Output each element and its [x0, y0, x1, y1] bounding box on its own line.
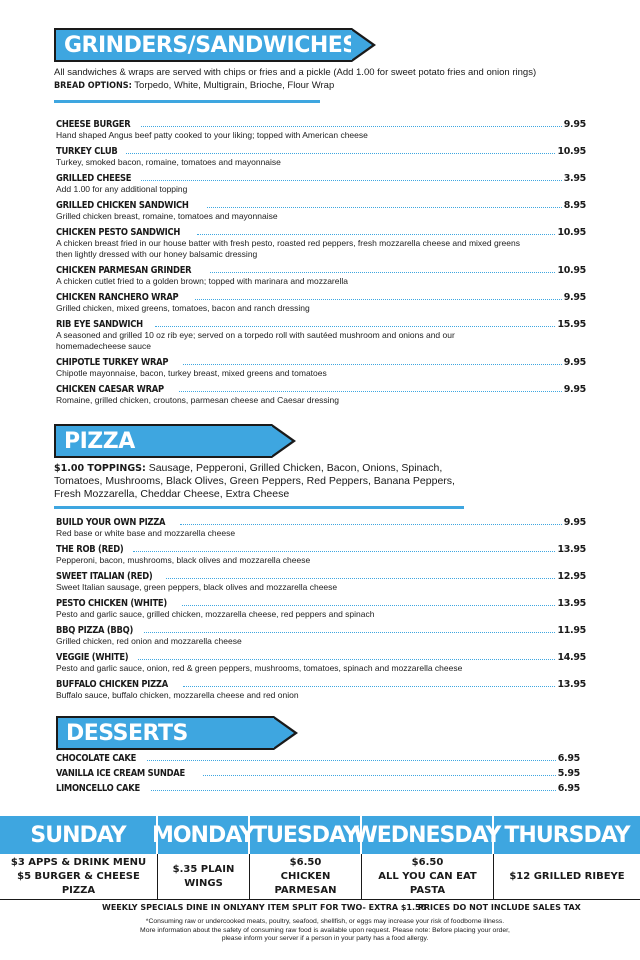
dot-leader — [180, 524, 562, 525]
menu-item — [56, 224, 586, 260]
menu-item-price: 6.95 — [557, 753, 580, 764]
menu-item — [56, 676, 586, 701]
special-sunday — [0, 854, 158, 899]
menu-item-price: 13.95 — [557, 544, 586, 555]
menu-item-name: CHIPOTLE TURKEY WRAP — [56, 357, 169, 368]
menu-item-description: Red base or white base and mozzarella cheese — [56, 528, 236, 538]
menu-item-row — [56, 649, 586, 663]
dot-leader — [141, 180, 561, 181]
menu-item — [56, 541, 586, 566]
menu-item — [56, 170, 586, 195]
menu-item-name: VANILLA ICE CREAM SUNDAE — [56, 768, 185, 779]
menu-item — [56, 262, 586, 287]
menu-item-name: RIB EYE SANDWICH — [56, 319, 143, 330]
menu-item — [56, 780, 580, 794]
day-header-thursday: THURSDAY — [504, 822, 630, 848]
menu-item-price: 9.95 — [563, 119, 586, 130]
special-line: $.35 PLAIN WINGS — [172, 863, 235, 889]
menu-item-row — [56, 354, 586, 368]
menu-item-row — [56, 541, 586, 555]
desserts-menu-list — [56, 750, 580, 795]
dot-leader — [197, 234, 555, 235]
dot-leader — [147, 760, 556, 761]
day-header-monday: MONDAY — [158, 816, 250, 854]
menu-item — [56, 354, 586, 379]
dot-leader — [195, 299, 562, 300]
menu-item-price: 11.95 — [557, 625, 586, 636]
menu-item-description: Grilled chicken breast, romaine, tomatoes and mayonnaise — [56, 211, 278, 221]
special-line: $5 BURGER & CHEESE PIZZA — [17, 870, 140, 896]
day-header-sunday: SUNDAY — [0, 816, 158, 854]
special-line: $6.50 — [289, 856, 322, 868]
specials-day-body — [0, 854, 640, 900]
toppings-label: $1.00 TOPPINGS: — [54, 463, 146, 474]
menu-item-name: LIMONCELLO CAKE — [56, 783, 140, 794]
menu-item-description: Add 1.00 for any additional topping — [56, 184, 188, 194]
menu-item-description: Pesto and garlic sauce, grilled chicken, mozzarella cheese, red peppers and spinach — [56, 609, 375, 619]
menu-item-row — [56, 750, 580, 764]
food-safety-disclaimer: *Consuming raw or undercooked meats, poultry, seafood, shellfish, or eggs may increase your risk of foodborne illness. More information about the safety of consuming raw food is available upon request. Please note: Before placing your order, please inform your server if a person in your party has a food allergy. — [140, 918, 510, 942]
menu-item-row — [56, 262, 586, 276]
menu-item-row — [56, 116, 586, 130]
menu-item-description: Turkey, smoked bacon, romaine, tomatoes and mayonnaise — [56, 157, 281, 167]
desserts-section-title: DESSERTS — [66, 720, 188, 746]
menu-item-price: 10.95 — [557, 227, 586, 238]
menu-item — [56, 568, 586, 593]
menu-item-description: A seasoned and grilled 10 oz rib eye; served on a torpedo roll with sautéed mushroom and onions and our homemadecheese sauce — [56, 330, 455, 351]
desserts-section-banner — [56, 716, 274, 750]
menu-item-name: PESTO CHICKEN (WHITE) — [56, 598, 167, 609]
menu-item-price: 9.95 — [563, 357, 586, 368]
pizza-toppings — [54, 462, 484, 501]
menu-item-description: A chicken breast fried in our house batter with fresh pesto, roasted red peppers, fresh mozzarella cheese and mixed greens then lightly dressed with our honey balsamic dressing — [56, 238, 520, 259]
menu-item-description: Sweet Italian sausage, green peppers, black olives and mozzarella cheese — [56, 582, 338, 592]
grinders-menu-list — [56, 116, 586, 408]
dot-leader — [155, 326, 556, 327]
menu-item-description: Buffalo sauce, buffalo chicken, mozzarella cheese and red onion — [56, 690, 299, 700]
special-line: ALL YOU CAN EAT PASTA — [378, 870, 477, 896]
menu-item-price: 6.95 — [557, 783, 580, 794]
menu-item-description: Pesto and garlic sauce, onion, red & green peppers, mushrooms, tomatoes, spinach and mozzarella cheese — [56, 663, 463, 673]
menu-item-price: 10.95 — [557, 146, 586, 157]
section-divider — [54, 506, 464, 509]
menu-item-name: BBQ PIZZA (BBQ) — [56, 625, 134, 636]
menu-item-price: 13.95 — [557, 679, 586, 690]
bread-options-label: BREAD OPTIONS: — [54, 81, 132, 91]
menu-item-description: Chipotle mayonnaise, bacon, turkey breast, mixed greens and tomatoes — [56, 368, 327, 378]
menu-item-row — [56, 224, 586, 238]
dot-leader — [210, 272, 556, 273]
grinders-section-title: GRINDERS/SANDWICHES/WRAPS — [64, 32, 453, 58]
menu-item-description: Hand shaped Angus beef patty cooked to your liking; topped with American cheese — [56, 130, 368, 140]
menu-item-price: 14.95 — [557, 652, 586, 663]
menu-item-name: BUILD YOUR OWN PIZZA — [56, 517, 166, 528]
note-tax: PRICES DO NOT INCLUDE SALES TAX — [418, 903, 581, 912]
menu-item — [56, 143, 586, 168]
menu-item-price: 15.95 — [557, 319, 586, 330]
dot-leader — [183, 686, 555, 687]
menu-item-row — [56, 170, 586, 184]
menu-item — [56, 197, 586, 222]
menu-item-price: 8.95 — [563, 200, 586, 211]
menu-item — [56, 514, 586, 539]
menu-item — [56, 595, 586, 620]
menu-item-price: 12.95 — [557, 571, 586, 582]
pizza-menu-list — [56, 514, 586, 703]
menu-item-row — [56, 316, 586, 330]
menu-item-price: 9.95 — [563, 384, 586, 395]
note-split: ANY ITEM SPLIT FOR TWO- EXTRA $1.50 — [246, 903, 427, 912]
menu-item-row — [56, 381, 586, 395]
menu-item-row — [56, 595, 586, 609]
pizza-section-title: PIZZA — [64, 428, 135, 454]
menu-item — [56, 750, 580, 764]
pizza-section-banner — [54, 424, 272, 458]
menu-item-name: TURKEY CLUB — [56, 146, 118, 157]
sides-note: All sandwiches & wraps are served with chips or fries and a pickle (Add 1.00 for sweet potato fries and onion rings) — [54, 67, 537, 78]
menu-item-price: 10.95 — [557, 265, 586, 276]
dot-leader — [166, 578, 556, 579]
menu-item-name: CHICKEN PARMESAN GRINDER — [56, 265, 192, 276]
dot-leader — [141, 126, 562, 127]
dot-leader — [151, 790, 555, 791]
menu-item — [56, 649, 586, 674]
dot-leader — [126, 153, 556, 154]
dot-leader — [133, 551, 556, 552]
day-header-tuesday: TUESDAY — [250, 816, 362, 854]
menu-item-price: 5.95 — [557, 768, 580, 779]
menu-item-price: 9.95 — [563, 517, 586, 528]
menu-item-row — [56, 622, 586, 636]
menu-item-name: VEGGIE (WHITE) — [56, 652, 129, 663]
menu-item — [56, 381, 586, 406]
dot-leader — [203, 775, 556, 776]
menu-item-name: CHOCOLATE CAKE — [56, 753, 137, 764]
menu-item-row — [56, 197, 586, 211]
dot-leader — [207, 207, 562, 208]
specials-day-header — [0, 816, 640, 854]
menu-item-name: GRILLED CHEESE — [56, 173, 132, 184]
menu-item-row — [56, 765, 580, 779]
menu-item-row — [56, 676, 586, 690]
menu-item-row — [56, 143, 586, 157]
menu-item-price: 13.95 — [557, 598, 586, 609]
special-line: $12 GRILLED RIBEYE — [509, 870, 625, 882]
menu-item — [56, 765, 580, 779]
dot-leader — [138, 659, 555, 660]
menu-item-name: BUFFALO CHICKEN PIZZA — [56, 679, 168, 690]
menu-item-row — [56, 514, 586, 528]
menu-item-row — [56, 568, 586, 582]
dot-leader — [179, 391, 562, 392]
dot-leader — [182, 605, 555, 606]
dot-leader — [144, 632, 556, 633]
menu-item-price: 3.95 — [563, 173, 586, 184]
menu-item-row — [56, 289, 586, 303]
menu-item — [56, 289, 586, 314]
menu-item-name: CHICKEN RANCHERO WRAP — [56, 292, 179, 303]
special-line: $3 APPS & DRINK MENU — [10, 856, 147, 868]
bread-options — [54, 79, 614, 93]
menu-item-description: Grilled chicken, red onion and mozzarella cheese — [56, 636, 242, 646]
menu-item-description: Romaine, grilled chicken, croutons, parmesan cheese and Caesar dressing — [56, 395, 340, 405]
menu-item-description: Grilled chicken, mixed greens, tomatoes, bacon and ranch dressing — [56, 303, 310, 313]
note-dine-in: WEEKLY SPECIALS DINE IN ONLY — [102, 903, 247, 912]
menu-item-row — [56, 780, 580, 794]
menu-item-description: A chicken cutlet fried to a golden brown; topped with marinara and mozzarella — [56, 276, 348, 286]
menu-item-name: CHEESE BURGER — [56, 119, 131, 130]
special-tuesday — [250, 854, 362, 899]
menu-item-description: Pepperoni, bacon, mushrooms, black olives and mozzarella cheese — [56, 555, 311, 565]
menu-item-name: THE ROB (RED) — [56, 544, 124, 555]
dot-leader — [183, 364, 561, 365]
grinders-intro — [54, 66, 614, 93]
menu-item-name: CHICKEN CAESAR WRAP — [56, 384, 164, 395]
menu-item — [56, 316, 586, 352]
special-line: $6.50 — [411, 856, 444, 868]
special-monday — [158, 854, 250, 899]
menu-item-price: 9.95 — [563, 292, 586, 303]
grinders-section-banner — [54, 28, 453, 62]
section-divider — [54, 100, 320, 103]
toppings-list: Sausage, Pepperoni, Grilled Chicken, Bacon, Onions, Spinach, Tomatoes, Mushrooms, Black Olives, Green Peppers, Red Peppers, Banana Peppers, Fresh Mozzarella, Cheddar Cheese, Extra Cheese — [54, 462, 455, 500]
special-line: CHICKEN PARMESAN — [274, 870, 337, 896]
menu-item — [56, 622, 586, 647]
special-wednesday — [362, 854, 494, 899]
menu-item-name: GRILLED CHICKEN SANDWICH — [56, 200, 189, 211]
special-thursday — [494, 854, 640, 899]
menu-item-name: SWEET ITALIAN (RED) — [56, 571, 153, 582]
menu-item-name: CHICKEN PESTO SANDWICH — [56, 227, 181, 238]
day-header-wednesday: WEDNESDAY — [362, 816, 494, 854]
bread-options-list: Torpedo, White, Multigrain, Brioche, Flour Wrap — [134, 80, 335, 91]
menu-item — [56, 116, 586, 141]
